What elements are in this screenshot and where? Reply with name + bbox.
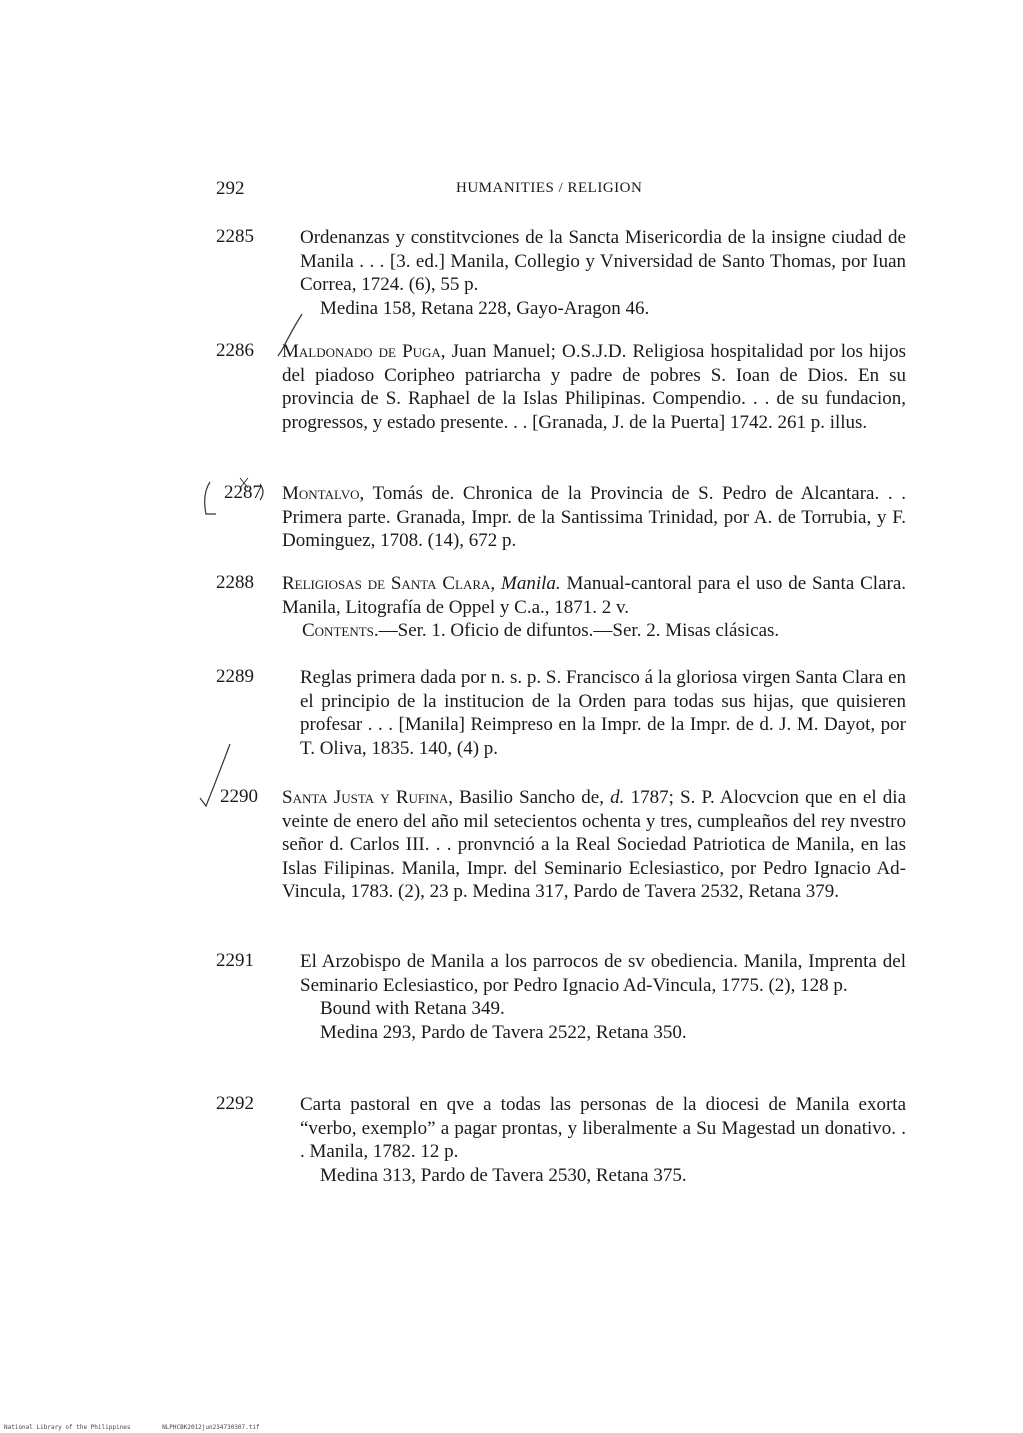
entry-body bbox=[300, 666, 906, 760]
entry-number: 2289 bbox=[216, 666, 254, 687]
entry-text: Tomás de. Chronica de la Provincia de S. Pedro de Alcantara. . . Primera parte. Granada, Impr. de la Santissima Trinidad, por A. de Torrubia, y F. Dominguez, 1708. (14), 672 p. bbox=[282, 483, 906, 551]
entry-body bbox=[300, 226, 906, 320]
entry-author: Religiosas de Santa Clara, bbox=[282, 573, 496, 594]
scan-footer bbox=[4, 1424, 288, 1431]
entry-author: Maldonado de Puga, bbox=[282, 341, 446, 362]
entry-2291 bbox=[216, 950, 906, 1044]
check-mark-icon bbox=[196, 740, 236, 810]
bracket-mark-icon bbox=[196, 474, 286, 524]
entry-author-rest: Basilio Sancho de, bbox=[453, 787, 611, 808]
entry-text: Reglas primera dada por n. s. p. S. Francisco á la gloriosa virgen Santa Clara en el principio de la institucion de la Orden para todas sus hijas, que quisieren profesar . . . [Manila] Reimpreso en la Impr. de la Impr. de d. J. M. Dayot, por T. Oliva, 1835. 140, (4) p. bbox=[300, 667, 906, 759]
entry-author: Santa Justa y Rufina, bbox=[282, 787, 453, 808]
entry-note: Medina 313, Pardo de Tavera 2530, Retana 375. bbox=[320, 1164, 687, 1186]
entry-number: 2287 bbox=[224, 482, 262, 503]
entry-number: 2288 bbox=[216, 572, 254, 593]
entry-author-d: d. bbox=[610, 787, 625, 808]
entry-note: Medina 158, Retana 228, Gayo-Aragon 46. bbox=[320, 297, 650, 319]
entry-text: Ordenanzas y constitvciones de la Sancta Misericordia de la insigne ciudad de Manila . . . [3. ed.] Manila, Collegio y Vniversidad de Santo Thomas, por Iuan Correa, 1724. (6), 55 p. bbox=[300, 227, 906, 295]
entry-2290 bbox=[216, 786, 906, 904]
footer-file-id: NLPHCBK2012jun234730307.tif bbox=[162, 1424, 260, 1431]
entry-number: 2292 bbox=[216, 1093, 254, 1114]
entry-text: Manual-cantoral para el uso de Santa Clara. Manila, Litografía de Oppel y C.a., 1871. 2 v. bbox=[282, 573, 907, 618]
entry-2286 bbox=[216, 340, 906, 434]
entry-author: Montalvo, bbox=[282, 483, 365, 504]
entry-2285 bbox=[216, 226, 906, 320]
contents-label: Contents. bbox=[302, 620, 379, 641]
entry-number: 2286 bbox=[216, 340, 254, 361]
check-mark-icon bbox=[276, 312, 306, 362]
entry-body bbox=[282, 572, 906, 643]
entry-2288 bbox=[216, 572, 906, 643]
entry-note: Medina 293, Pardo de Tavera 2522, Retana 350. bbox=[320, 1021, 687, 1043]
entry-text: Carta pastoral en qve a todas las personas de la diocesi de Manila exorta “verbo, exemplo” a pagar prontas, y liberalmente a Su Magestad un donativo. . . Manila, 1782. 12 p. bbox=[300, 1094, 906, 1162]
entry-note: Bound with Retana 349. bbox=[320, 998, 505, 1019]
entry-text: Juan Manuel; O.S.J.D. Religiosa hospitalidad por los hijos del piadoso Coripheo patriarcha y padre de pobres S. Ioan de Dios. En su provincia de S. Raphael de la Islas Philipinas. Compendio. . . de su fundacion, progressos, y estado presente. . . [Granada, J. de la Puerta] 1742. 261 p. illus. bbox=[282, 341, 906, 433]
entry-body bbox=[282, 482, 906, 553]
entry-body bbox=[282, 786, 906, 904]
entry-2287 bbox=[216, 482, 906, 553]
entry-author-place: Manila. bbox=[501, 573, 561, 594]
entry-2289 bbox=[216, 666, 906, 760]
entry-contents bbox=[282, 619, 906, 643]
entry-body bbox=[300, 950, 906, 1044]
running-head: HUMANITIES / RELIGION bbox=[456, 180, 643, 196]
page-number: 292 bbox=[216, 178, 245, 199]
contents-text: —Ser. 1. Oficio de difuntos.—Ser. 2. Misas clásicas. bbox=[378, 620, 780, 641]
entry-number: 2290 bbox=[220, 786, 258, 807]
entry-text: El Arzobispo de Manila a los parrocos de sv obediencia. Manila, Imprenta del Seminario Eclesiastico, por Pedro Ignacio Ad-Vincula, 1775. (2), 128 p. bbox=[300, 951, 906, 996]
entry-body bbox=[300, 1093, 906, 1187]
footer-library: National Library of the Philippines bbox=[4, 1424, 131, 1431]
entry-2292 bbox=[216, 1093, 906, 1187]
entry-body bbox=[282, 340, 906, 434]
entry-number: 2291 bbox=[216, 950, 254, 971]
entry-text: 1787; S. P. Alocvcion que en el dia veinte de enero del año mil setecientos ochenta y tres, cumpleaños del rey nvestro señor d. Carlos III. . . pronvnció a la Real Sociedad Patriotica de Manila, en las Islas Filipinas. Manila, Impr. del Seminario Eclesiastico, por Pedro Ignacio Ad-Vincula, 1783. (2), 23 p. Medina 317, Pardo de Tavera 2532, Retana 379. bbox=[282, 787, 906, 902]
entry-number: 2285 bbox=[216, 226, 254, 247]
